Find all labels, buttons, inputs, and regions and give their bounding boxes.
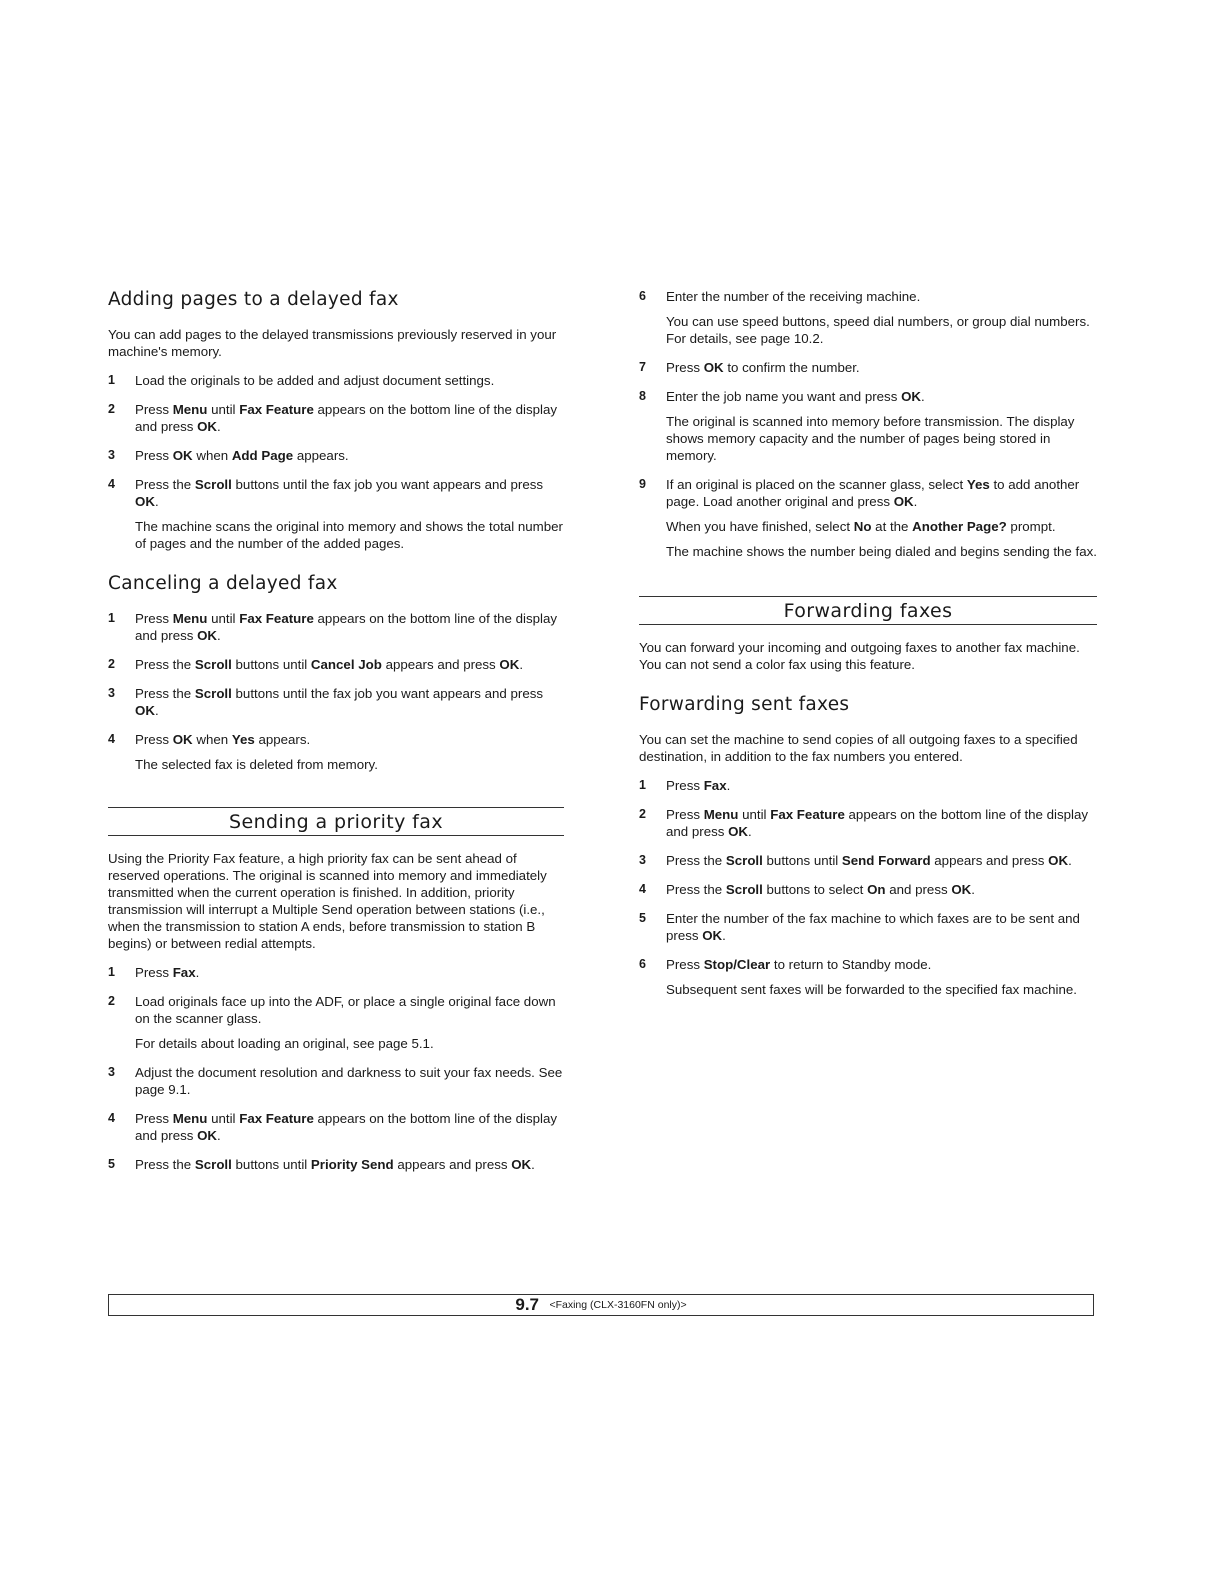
step-text: Press the Scroll buttons until the fax job you want appears and press OK. xyxy=(135,477,544,509)
step-text: Load originals face up into the ADF, or place a single original face down on the scanner glass. xyxy=(135,994,556,1026)
step-number: 2 xyxy=(639,807,646,821)
step-text: Adjust the document resolution and darkness to suit your fax needs. See page 9.1. xyxy=(135,1065,563,1097)
step-item xyxy=(108,1110,564,1144)
step-number: 6 xyxy=(639,957,646,971)
step-item xyxy=(108,993,564,1052)
step-item xyxy=(108,476,564,552)
step-text: Press Menu until Fax Feature appears on the bottom line of the display and press OK. xyxy=(135,611,558,643)
step-item xyxy=(108,731,564,773)
step-number: 9 xyxy=(639,477,646,491)
step-number: 8 xyxy=(639,389,646,403)
step-item xyxy=(639,956,1097,998)
left-column xyxy=(108,288,564,1185)
step-number: 2 xyxy=(108,402,115,416)
page-footer xyxy=(108,1294,1094,1316)
step-note: The machine shows the number being dialed and begins sending the fax. xyxy=(666,544,1097,559)
step-text: Press Menu until Fax Feature appears on the bottom line of the display and press OK. xyxy=(135,402,558,434)
step-item xyxy=(639,388,1097,464)
step-text: Press OK when Add Page appears. xyxy=(135,448,349,463)
step-note: You can use speed buttons, speed dial numbers, or group dial numbers. For details, see page 10.2. xyxy=(666,314,1090,346)
step-number: 1 xyxy=(639,778,646,792)
step-item xyxy=(639,359,1097,376)
step-text: Press OK when Yes appears. xyxy=(135,732,311,747)
step-text: Press the Scroll buttons until Priority Send appears and press OK. xyxy=(135,1157,535,1172)
step-text: Press Stop/Clear to return to Standby mode. xyxy=(666,957,932,972)
step-number: 2 xyxy=(108,657,115,671)
forwarding-heading: Forwarding faxes xyxy=(783,600,953,622)
step-item xyxy=(108,401,564,435)
step-text: Press the Scroll buttons until Cancel Job appears and press OK. xyxy=(135,657,524,672)
step-item xyxy=(639,910,1097,944)
adding-heading: Adding pages to a delayed fax xyxy=(108,289,399,310)
step-item xyxy=(639,881,1097,898)
step-item xyxy=(639,288,1097,347)
step-item xyxy=(639,777,1097,794)
step-item xyxy=(108,1156,564,1173)
step-text: Press Menu until Fax Feature appears on the bottom line of the display and press OK. xyxy=(135,1111,558,1143)
step-item xyxy=(639,852,1097,869)
step-text: If an original is placed on the scanner glass, select Yes to add another page. Load another original and press OK. xyxy=(666,477,1080,509)
step-text: Press the Scroll buttons until Send Forward appears and press OK. xyxy=(666,853,1072,868)
priority-steps xyxy=(108,964,564,1173)
step-note: The selected fax is deleted from memory. xyxy=(135,757,378,772)
step-number: 3 xyxy=(639,853,646,867)
step-text: Load the originals to be added and adjust document settings. xyxy=(135,373,495,388)
step-item xyxy=(108,372,564,389)
forwarding-intro: You can forward your incoming and outgoing faxes to another fax machine. You can not send a color fax using this feature. xyxy=(639,640,1080,672)
step-number: 4 xyxy=(108,1111,115,1125)
step-note: Subsequent sent faxes will be forwarded to the specified fax machine. xyxy=(666,982,1077,997)
priority-intro: Using the Priority Fax feature, a high priority fax can be sent ahead of reserved operations. The original is scanned into memory and immediately transmitted when the current operation is finished. In addition, priority transmission will interrupt a Multiple Send operation between stations (i.e., when the transmission to station A ends, before transmission to station B begins) or between redial attempts. xyxy=(108,851,547,951)
step-text: Enter the number of the receiving machine. xyxy=(666,289,921,304)
step-text: Press Menu until Fax Feature appears on the bottom line of the display and press OK. xyxy=(666,807,1089,839)
step-number: 5 xyxy=(108,1157,115,1171)
step-item xyxy=(108,1064,564,1098)
priority-heading: Sending a priority fax xyxy=(229,811,443,833)
step-item xyxy=(639,806,1097,840)
priority-steps-continued xyxy=(639,288,1097,560)
step-number: 3 xyxy=(108,686,115,700)
step-item xyxy=(639,476,1097,560)
step-item xyxy=(108,610,564,644)
step-number: 1 xyxy=(108,965,115,979)
step-text: Press Fax. xyxy=(135,965,200,980)
step-text: Enter the job name you want and press OK. xyxy=(666,389,925,404)
priority-section-header xyxy=(108,807,564,836)
canceling-steps xyxy=(108,610,564,773)
step-text: Enter the number of the fax machine to which faxes are to be sent and press OK. xyxy=(666,911,1080,943)
sent-heading: Forwarding sent faxes xyxy=(639,694,850,715)
forwarding-section-header xyxy=(639,596,1097,625)
step-number: 1 xyxy=(108,373,115,387)
step-number: 6 xyxy=(639,289,646,303)
step-text: Press the Scroll buttons to select On and press OK. xyxy=(666,882,975,897)
canceling-heading: Canceling a delayed fax xyxy=(108,573,338,594)
step-note: The original is scanned into memory before transmission. The display shows memory capacity and the number of pages being stored in memory. xyxy=(666,414,1075,463)
step-note: For details about loading an original, see page 5.1. xyxy=(135,1036,434,1051)
sent-steps xyxy=(639,777,1097,998)
step-text: Press OK to confirm the number. xyxy=(666,360,860,375)
adding-intro: You can add pages to the delayed transmissions previously reserved in your machine's memory. xyxy=(108,327,557,359)
step-number: 7 xyxy=(639,360,646,374)
step-item xyxy=(108,964,564,981)
chapter-title: <Faxing (CLX-3160FN only)> xyxy=(549,1299,687,1311)
step-number: 4 xyxy=(108,732,115,746)
step-number: 5 xyxy=(639,911,646,925)
step-number: 3 xyxy=(108,1065,115,1079)
step-number: 4 xyxy=(639,882,646,896)
step-number: 3 xyxy=(108,448,115,462)
right-column xyxy=(639,288,1097,1010)
sent-intro: You can set the machine to send copies of all outgoing faxes to a specified destination, in addition to the fax numbers you entered. xyxy=(639,732,1078,764)
step-item xyxy=(108,685,564,719)
step-text: Press the Scroll buttons until the fax job you want appears and press OK. xyxy=(135,686,544,718)
adding-steps xyxy=(108,372,564,552)
step-note: The machine scans the original into memory and shows the total number of pages and the number of the added pages. xyxy=(135,519,563,551)
step-number: 1 xyxy=(108,611,115,625)
page-number: 9.7 xyxy=(515,1295,540,1314)
step-note: When you have finished, select No at the Another Page? prompt. xyxy=(666,519,1056,534)
step-text: Press Fax. xyxy=(666,778,731,793)
step-item xyxy=(108,447,564,464)
step-item xyxy=(108,656,564,673)
step-number: 2 xyxy=(108,994,115,1008)
step-number: 4 xyxy=(108,477,115,491)
